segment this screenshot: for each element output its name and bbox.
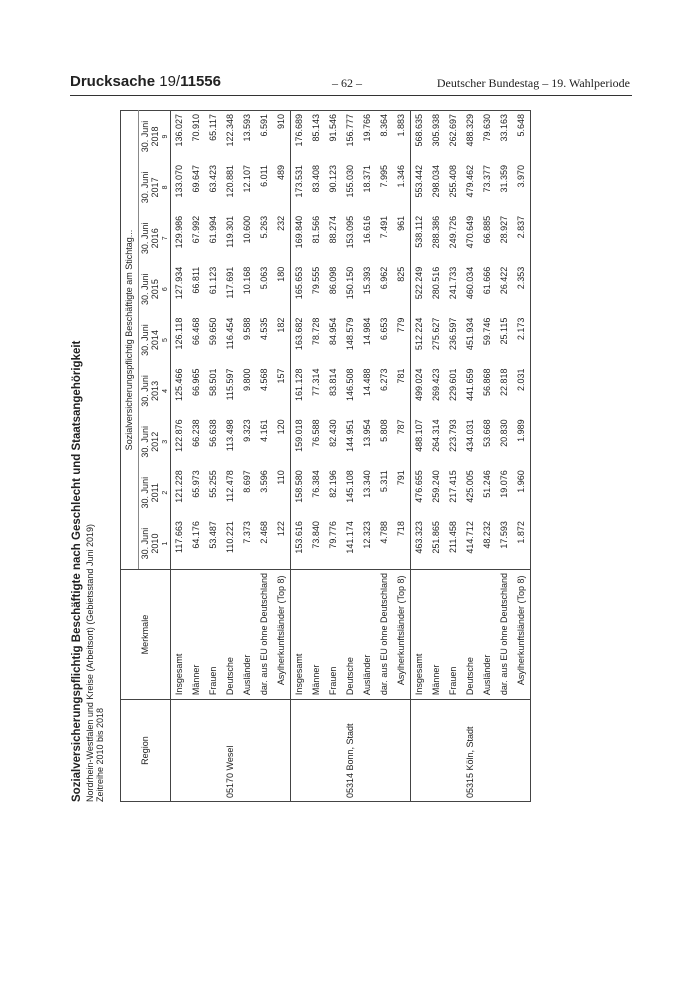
value-cell: 217.415 [448,470,458,503]
region-header: Region [121,700,171,802]
value-cell: 13.954 [362,419,372,447]
year-header-line2: 2013 [150,380,160,401]
table-row [273,111,291,802]
value-cell: 791 [393,467,411,518]
value-cell: 86.098 [328,266,338,295]
year-header [139,518,162,569]
row-label: Frauen [445,570,462,700]
value-cell: 127.934 [174,266,184,300]
value-cell: 262.697 [448,114,458,147]
value-cell: 460.034 [465,266,475,300]
year-header-line2: 2014 [150,330,160,351]
table-row [393,111,411,802]
value-cell: 31.359 [499,165,509,193]
value-cell: 538.112 [414,215,424,248]
year-header-line1: 30. Juni [140,375,150,407]
value-cell: 61.994 [208,215,218,244]
value-cell: 718 [393,518,411,569]
value-cell: 6.591 [259,114,269,137]
value-cell: 53.668 [482,419,492,447]
value-cell: 158.580 [294,470,304,503]
value-cell: 61.666 [482,266,492,295]
page-header [70,73,630,95]
value-cell: 110.221 [225,521,235,553]
value-cell: 155.030 [345,165,355,198]
row-label: dar. aus EU ohne Deutschland [496,570,513,700]
value-cell: 126.118 [174,317,184,350]
value-cell: 4.535 [259,317,269,341]
region-cell: 05314 Bonn, Stadt [291,700,411,802]
value-cell: 7.491 [379,215,389,239]
value-cell: 1.960 [516,470,526,493]
row-label: Asylherkunftsländer (Top 8) [393,570,411,700]
value-cell: 73.377 [482,165,492,193]
year-header [139,416,162,467]
value-cell: 9.800 [242,368,252,392]
value-cell: 73.840 [311,521,321,549]
table-row [496,111,513,802]
value-cell: 121.228 [174,470,184,503]
value-cell: 133.070 [174,165,184,198]
value-cell: 59.650 [208,317,218,346]
value-cell: 14.984 [362,317,372,346]
data-table-container [120,110,531,802]
group-header: Sozialversicherungspflichtig Beschäftigte am Stichtag... [121,111,139,570]
value-cell: 70.910 [191,114,201,142]
value-cell: 120 [273,416,291,467]
column-number: 4 [161,366,171,417]
value-cell: 91.546 [328,114,338,142]
header-rule [70,95,632,96]
value-cell: 7.373 [242,521,252,544]
value-cell: 13.340 [362,470,372,498]
year-header-line1: 30. Juni [140,426,150,458]
value-cell: 288.386 [431,215,441,249]
value-cell: 425.005 [465,470,475,503]
value-cell: 63.423 [208,165,218,193]
value-cell: 161.128 [294,368,304,402]
value-cell: 136.027 [174,114,184,147]
value-cell: 173.531 [294,165,304,198]
value-cell: 22.818 [499,368,509,397]
value-cell: 125.466 [174,368,184,402]
value-cell: 787 [393,416,411,467]
value-cell: 275.627 [431,317,441,351]
value-cell: 156.777 [345,114,355,147]
value-cell: 19.766 [362,114,372,142]
column-number: 9 [161,111,171,163]
row-label: Deutsche [222,570,239,700]
value-cell: 229.601 [448,368,458,402]
column-number: 5 [161,315,171,366]
column-number: 3 [161,416,171,467]
value-cell: 7.995 [379,165,389,188]
value-cell: 145.108 [345,470,355,503]
column-number: 6 [161,264,171,315]
year-header-line2: 2011 [150,483,160,503]
value-cell: 2.031 [516,368,526,392]
value-cell: 255.408 [448,165,458,198]
value-cell: 264.314 [431,419,441,452]
value-cell: 79.630 [482,114,492,142]
document-number: Drucksache 19/11556 [70,73,221,90]
row-label: Ausländer [239,570,256,700]
value-cell: 117.691 [225,266,235,299]
value-cell: 463.323 [414,521,424,554]
table-row [479,111,496,802]
row-label: Insgesamt [291,570,309,700]
value-cell: 116.454 [225,317,235,350]
value-cell: 259.240 [431,470,441,503]
value-cell: 66.811 [191,266,201,294]
value-cell: 148.579 [345,317,355,351]
value-cell: 9.323 [242,419,252,442]
value-cell: 77.314 [311,368,321,397]
publisher-line: Deutscher Bundestag – 19. Wahlperiode [436,76,630,90]
value-cell: 81.566 [311,215,321,244]
value-cell: 488.107 [414,419,424,452]
table-row [291,111,309,802]
year-header-line2: 2018 [150,126,160,147]
value-cell: 280.516 [431,266,441,300]
value-cell: 182 [273,315,291,366]
row-label: Asylherkunftsländer (Top 8) [273,570,291,700]
row-label: Frauen [205,570,222,700]
year-header-line2: 2015 [150,279,160,300]
year-header-line1: 30. Juni [140,527,150,560]
value-cell: 269.423 [431,368,441,402]
table-body [171,111,531,802]
merkmal-header: Merkmale [121,570,171,700]
row-label: Deutsche [342,570,359,700]
region-cell: 05170 Wesel [171,700,291,802]
value-cell: 2.173 [516,317,526,341]
value-cell: 249.726 [448,215,458,249]
row-label: Männer [428,570,445,700]
table-row [325,111,342,802]
value-cell: 1.883 [393,111,411,163]
value-cell: 82.196 [328,470,338,498]
value-cell: 67.992 [191,215,201,244]
year-header-line1: 30. Juni [140,171,150,204]
year-header [139,467,162,518]
value-cell: 8.697 [242,470,252,493]
column-number: 8 [161,162,171,213]
value-cell: 55.255 [208,470,218,498]
value-cell: 61.123 [208,266,218,295]
value-cell: 84.954 [328,317,338,346]
value-cell: 150.150 [345,266,355,300]
value-cell: 65.973 [191,470,201,498]
value-cell: 176.689 [294,114,304,147]
value-cell: 434.031 [465,419,475,452]
value-cell: 6.653 [379,317,389,341]
value-cell: 12.107 [242,165,252,193]
year-header [139,366,162,417]
value-cell: 12.323 [362,521,372,549]
value-cell: 2.468 [259,521,269,544]
value-cell: 78.728 [311,317,321,346]
value-cell: 441.659 [465,368,475,402]
value-cell: 13.593 [242,114,252,142]
value-cell: 14.488 [362,368,372,397]
value-cell: 470.649 [465,215,475,249]
value-cell: 241.733 [448,266,458,300]
table-row [428,111,445,802]
value-cell: 4.161 [259,419,269,442]
value-cell: 1.346 [393,162,411,213]
value-cell: 82.430 [328,419,338,447]
table-title: Sozialversicherungspflichtig Beschäftigte nach Geschlecht und Staatsangehörigkeit [71,340,83,802]
table-row [513,111,531,802]
value-cell: 122 [273,518,291,569]
value-cell: 28.927 [499,215,509,244]
value-cell: 211.458 [448,521,458,553]
row-label: Insgesamt [171,570,189,700]
value-cell: 165.653 [294,266,304,300]
value-cell: 20.830 [499,419,509,447]
value-cell: 79.776 [328,521,338,549]
value-cell: 163.682 [294,317,304,351]
value-cell: 56.638 [208,419,218,447]
page-number: – 62 – [332,76,362,90]
value-cell: 18.371 [362,165,372,193]
value-cell: 251.865 [431,521,441,554]
year-header-line1: 30. Juni [140,476,150,509]
value-cell: 169.840 [294,215,304,249]
table-subtitle: Nordrhein-Westfalen und Kreise (Arbeitsort) (Gebietsstand Juni 2019) [85,524,95,802]
table-row [205,111,222,802]
column-number: 7 [161,213,171,264]
data-table [120,110,531,802]
value-cell: 17.593 [499,521,509,549]
value-cell: 2.353 [516,266,526,290]
value-cell: 2.837 [516,215,526,239]
value-cell: 232 [273,213,291,264]
value-cell: 298.034 [431,165,441,198]
value-cell: 33.163 [499,114,509,142]
value-cell: 512.224 [414,317,424,351]
row-label: Asylherkunftsländer (Top 8) [513,570,531,700]
value-cell: 66.468 [191,317,201,346]
table-row [411,111,429,802]
row-label: Frauen [325,570,342,700]
value-cell: 5.808 [379,419,389,442]
row-label: Männer [188,570,205,700]
value-cell: 488.329 [465,114,475,147]
table-row [445,111,462,802]
value-cell: 122.876 [174,419,184,452]
row-label: Männer [308,570,325,700]
value-cell: 48.232 [482,521,492,549]
value-cell: 157 [273,366,291,417]
rotated-table-page [70,110,630,940]
value-cell: 961 [393,213,411,264]
table-row [462,111,479,802]
value-cell: 64.176 [191,521,201,549]
value-cell: 66.238 [191,419,201,447]
year-header-line1: 30. Juni [140,273,150,305]
value-cell: 16.616 [362,215,372,244]
value-cell: 553.442 [414,165,424,198]
value-cell: 144.951 [345,419,355,452]
year-header-line2: 2016 [150,228,160,249]
table-row [308,111,325,802]
row-label: dar. aus EU ohne Deutschland [256,570,273,700]
value-cell: 76.588 [311,419,321,447]
column-number: 2 [161,467,171,518]
column-number: 1 [161,518,171,569]
value-cell: 779 [393,315,411,366]
value-cell: 522.249 [414,266,424,300]
row-label: Insgesamt [411,570,429,700]
table-row [342,111,359,802]
table-row [188,111,205,802]
value-cell: 141.174 [345,521,355,554]
region-cell: 05315 Köln, Stadt [411,700,531,802]
table-row [256,111,273,802]
value-cell: 83.814 [328,368,338,397]
year-header [139,213,162,264]
value-cell: 9.588 [242,317,252,341]
value-cell: 85.143 [311,114,321,142]
value-cell: 8.364 [379,114,389,137]
year-header-line2: 2012 [150,431,160,452]
value-cell: 568.635 [414,114,424,147]
value-cell: 159.018 [294,419,304,452]
value-cell: 19.076 [499,470,509,498]
year-header-line1: 30. Juni [140,222,150,255]
value-cell: 781 [393,366,411,417]
value-cell: 53.487 [208,521,218,549]
table-row [376,111,393,802]
row-label: dar. aus EU ohne Deutschland [376,570,393,700]
table-row [171,111,189,802]
year-header-line2: 2017 [150,177,160,198]
value-cell: 26.422 [499,266,509,295]
value-cell: 489 [273,162,291,213]
value-cell: 153.616 [294,521,304,554]
value-cell: 15.393 [362,266,372,295]
year-header-line2: 2010 [150,533,160,554]
value-cell: 58.501 [208,368,218,397]
value-cell: 25.115 [499,317,509,345]
value-cell: 66.965 [191,368,201,397]
value-cell: 236.597 [448,317,458,351]
value-cell: 6.962 [379,266,389,290]
value-cell: 10.600 [242,215,252,244]
value-cell: 88.274 [328,215,338,244]
year-header-line1: 30. Juni [140,324,150,356]
value-cell: 146.508 [345,368,355,402]
year-header [139,264,162,315]
value-cell: 90.123 [328,165,338,193]
value-cell: 499.024 [414,368,424,402]
value-cell: 910 [273,111,291,163]
table-row [359,111,376,802]
value-cell: 3.596 [259,470,269,493]
table-row [222,111,239,802]
value-cell: 153.095 [345,215,355,249]
year-header [139,111,162,163]
value-cell: 1.872 [516,521,526,544]
value-cell: 69.647 [191,165,201,193]
value-cell: 65.117 [208,114,218,141]
value-cell: 3.970 [516,165,526,188]
value-cell: 451.934 [465,317,475,351]
value-cell: 5.311 [379,470,389,493]
table-period: Zeitreihe 2010 bis 2018 [95,707,105,802]
row-label: Ausländer [479,570,496,700]
value-cell: 414.712 [465,521,475,554]
value-cell: 122.348 [225,114,235,147]
value-cell: 10.168 [242,266,252,295]
value-cell: 479.462 [465,165,475,198]
value-cell: 119.301 [225,215,235,248]
value-cell: 825 [393,264,411,315]
value-cell: 59.746 [482,317,492,346]
value-cell: 129.986 [174,215,184,249]
value-cell: 5.648 [516,114,526,137]
value-cell: 51.246 [482,470,492,498]
value-cell: 66.885 [482,215,492,244]
value-cell: 5.263 [259,215,269,239]
value-cell: 83.408 [311,165,321,193]
value-cell: 476.655 [414,470,424,503]
value-cell: 113.498 [225,419,235,452]
value-cell: 180 [273,264,291,315]
year-header-line1: 30. Juni [140,120,150,153]
value-cell: 5.063 [259,266,269,290]
value-cell: 6.011 [259,165,269,187]
value-cell: 305.938 [431,114,441,147]
value-cell: 223.793 [448,419,458,452]
value-cell: 56.868 [482,368,492,397]
value-cell: 117.663 [174,521,184,553]
year-header [139,315,162,366]
row-label: Deutsche [462,570,479,700]
year-header [139,162,162,213]
value-cell: 76.384 [311,470,321,498]
value-cell: 6.273 [379,368,389,392]
value-cell: 112.478 [225,470,235,503]
value-cell: 4.788 [379,521,389,544]
value-cell: 4.568 [259,368,269,392]
value-cell: 110 [273,467,291,518]
value-cell: 79.555 [311,266,321,295]
value-cell: 120.881 [225,165,235,198]
row-label: Ausländer [359,570,376,700]
value-cell: 115.597 [225,368,235,401]
table-row [239,111,256,802]
value-cell: 1.989 [516,419,526,442]
